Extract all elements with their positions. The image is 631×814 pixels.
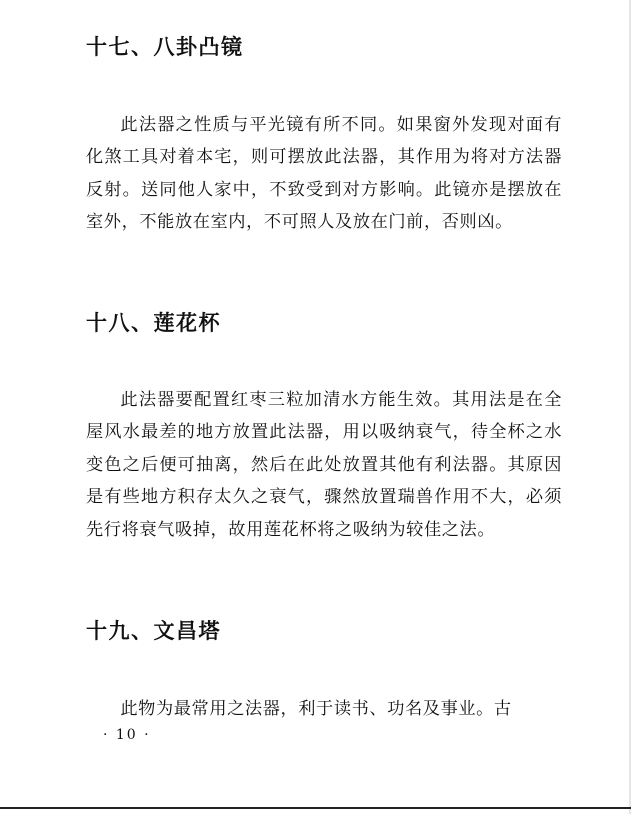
- page-number: · 10 ·: [103, 727, 151, 743]
- section-paragraph-18: 此法器要配置红枣三粒加清水方能生效。其用法是在全屋风水最差的地方放置此法器，用以吸纳衰气，待全杯之水变色之后便可抽离，然后在此处放置其他有利法器。其原因是有些地方积存太久之衰气，骤然放置瑞兽作用不大，必须先行将衰气吸掉，故用莲花杯将之吸纳为较佳之法。: [86, 390, 562, 540]
- section-heading-17: 十七、八卦凸镜: [86, 35, 244, 59]
- section-paragraph-17: 此法器之性质与平光镜有所不同。如果窗外发现对面有化煞工具对着本宅，则可摆放此法器，其作用为将对方法器反射。送同他人家中，不致受到对方影响。此镜亦是摆放在室外，不能放在室内，不可照人及放在门前，否则凶。: [86, 115, 562, 233]
- footer-rule: [0, 807, 631, 809]
- section-heading-19: 十九、文昌塔: [86, 619, 221, 643]
- section-paragraph-19: 此物为最常用之法器，利于读书、功名及事业。古: [120, 699, 512, 719]
- section-heading-18: 十八、莲花杯: [86, 311, 221, 335]
